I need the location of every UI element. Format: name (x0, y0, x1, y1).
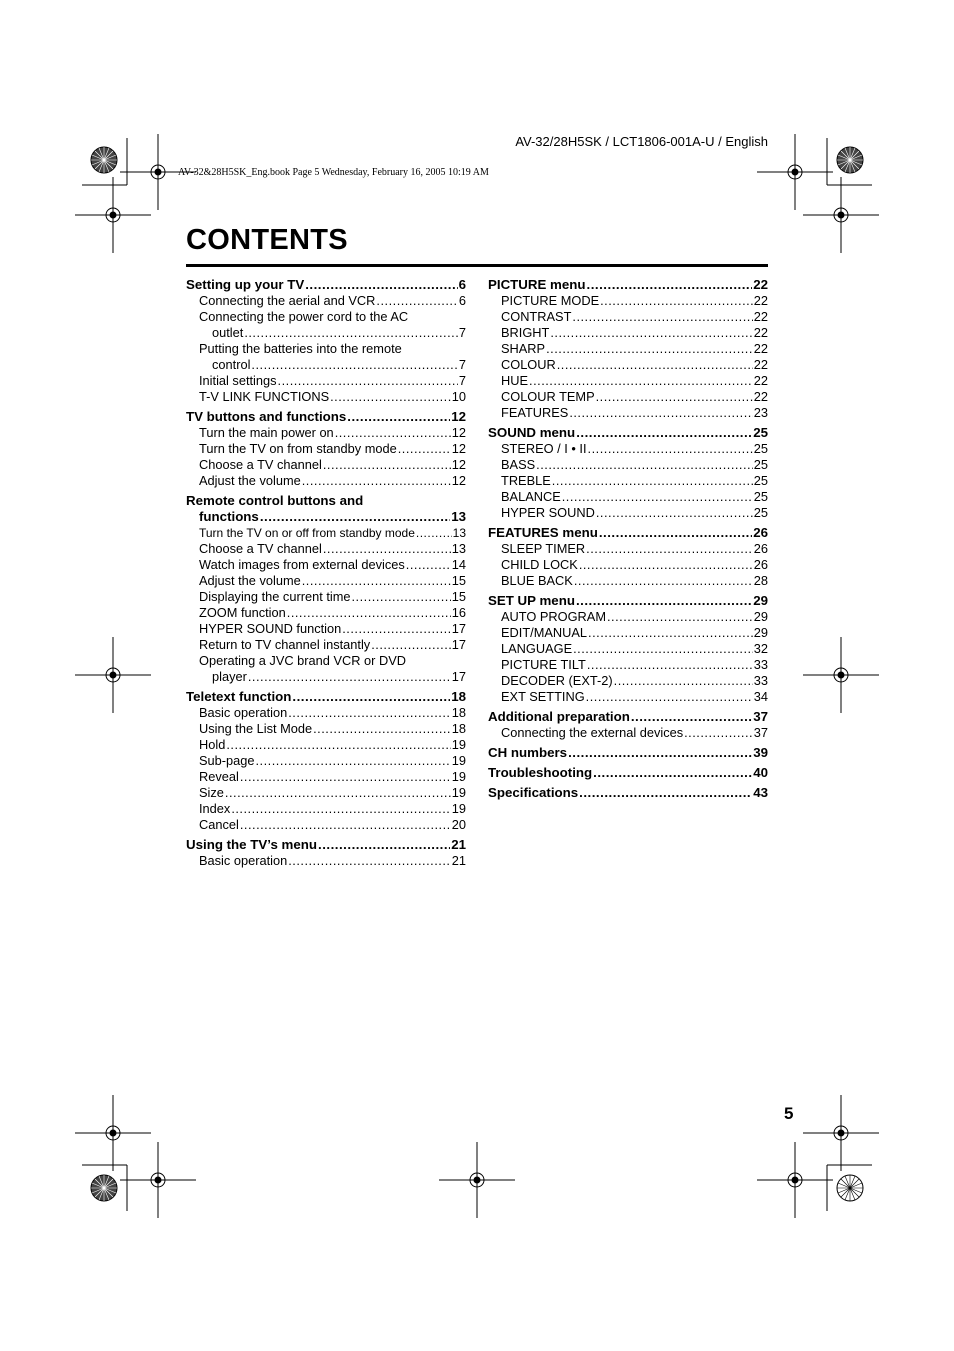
toc-entry[interactable]: HUE ..... 22 (488, 373, 768, 389)
toc-entry[interactable]: CONTRAST ..... 22 (488, 309, 768, 325)
toc-entry[interactable]: Using the List Mode ..... 18 (186, 721, 466, 737)
toc-section-picture[interactable]: PICTURE menu ..... 22 (488, 277, 768, 293)
title-rule (186, 264, 768, 267)
toc-entry[interactable]: Choose a TV channel ..... 13 (186, 541, 466, 557)
toc-entry[interactable]: EXT SETTING ..... 34 (488, 689, 768, 705)
page-number: 5 (784, 1104, 794, 1123)
toc-entry[interactable]: Basic operation ..... 18 (186, 705, 466, 721)
toc-entry[interactable]: BASS ..... 25 (488, 457, 768, 473)
toc-entry[interactable]: COLOUR ..... 22 (488, 357, 768, 373)
page-title: CONTENTS (186, 224, 348, 256)
toc-entry[interactable]: Index ..... 19 (186, 801, 466, 817)
toc-section-tv-menu[interactable]: Using the TV’s menu ..... 21 (186, 837, 466, 853)
toc-entry[interactable]: Turn the main power on ..... 12 (186, 425, 466, 441)
toc-left-column (186, 277, 466, 869)
toc-entry[interactable]: Turn the TV on or off from standby mode ..... 13 (186, 525, 466, 541)
toc-entry[interactable]: AUTO PROGRAM ..... 29 (488, 609, 768, 625)
toc-entry[interactable]: Connecting the aerial and VCR ..... 6 (186, 293, 466, 309)
toc-entry[interactable]: SLEEP TIMER ..... 26 (488, 541, 768, 557)
toc-entry[interactable]: Putting the batteries into the remote (199, 341, 402, 356)
toc-entry[interactable]: Watch images from external devices ..... 14 (186, 557, 466, 573)
toc-entry[interactable]: BALANCE ..... 25 (488, 489, 768, 505)
toc-section-setup[interactable]: Setting up your TV ..... 6 (186, 277, 466, 293)
toc-entry[interactable]: HYPER SOUND ..... 25 (488, 505, 768, 521)
toc-entry[interactable]: Initial settings ..... 7 (186, 373, 466, 389)
toc-entry[interactable]: Adjust the volume ..... 15 (186, 573, 466, 589)
toc-entry[interactable]: Turn the TV on from standby mode ..... 12 (186, 441, 466, 457)
toc-entry[interactable]: Size ..... 19 (186, 785, 466, 801)
toc-entry[interactable]: BLUE BACK ..... 28 (488, 573, 768, 589)
toc-section-additional[interactable]: Additional preparation ..... 37 (488, 709, 768, 725)
toc-section-tv-buttons[interactable]: TV buttons and functions ..... 12 (186, 409, 466, 425)
toc-entry[interactable]: DECODER (EXT-2) ..... 33 (488, 673, 768, 689)
toc-entry[interactable]: Connecting the power cord to the AC (199, 309, 409, 324)
toc-entry[interactable]: Connecting the external devices ..... 37 (488, 725, 768, 741)
toc-section-teletext[interactable]: Teletext function ..... 18 (186, 689, 466, 705)
toc-section-remote[interactable]: Remote control buttons and (186, 493, 364, 508)
toc-entry[interactable]: Adjust the volume ..... 12 (186, 473, 466, 489)
toc-entry[interactable]: Return to TV channel instantly ..... 17 (186, 637, 466, 653)
toc-entry[interactable]: STEREO / I • II ..... 25 (488, 441, 768, 457)
toc-entry[interactable]: HYPER SOUND function ..... 17 (186, 621, 466, 637)
book-info-line: AV-32&28H5SK_Eng.book Page 5 Wednesday, February 16, 2005 10:19 AM (178, 167, 489, 178)
toc-entry[interactable]: SHARP ..... 22 (488, 341, 768, 357)
toc-entry-continued[interactable]: control ..... 7 (186, 357, 466, 373)
document-model-header: AV-32/28H5SK / LCT1806-001A-U / English (515, 134, 768, 149)
toc-section-setup-menu[interactable]: SET UP menu ..... 29 (488, 593, 768, 609)
toc-section-remote-continued[interactable]: functions ..... 13 (186, 509, 466, 525)
toc-entry[interactable]: T-V LINK FUNCTIONS ..... 10 (186, 389, 466, 405)
toc-section-ch-numbers[interactable]: CH numbers ..... 39 (488, 745, 768, 761)
toc-entry[interactable]: COLOUR TEMP ..... 22 (488, 389, 768, 405)
toc-section-sound[interactable]: SOUND menu ..... 25 (488, 425, 768, 441)
toc-entry-continued[interactable]: outlet ..... 7 (186, 325, 466, 341)
toc-entry[interactable]: CHILD LOCK ..... 26 (488, 557, 768, 573)
toc-right-column (488, 277, 768, 801)
toc-entry[interactable]: FEATURES ..... 23 (488, 405, 768, 421)
toc-entry[interactable]: PICTURE TILT ..... 33 (488, 657, 768, 673)
toc-entry[interactable]: LANGUAGE ..... 32 (488, 641, 768, 657)
toc-entry[interactable]: TREBLE ..... 25 (488, 473, 768, 489)
toc-entry[interactable]: Basic operation ..... 21 (186, 853, 466, 869)
toc-entry[interactable]: Hold ..... 19 (186, 737, 466, 753)
toc-entry[interactable]: ZOOM function ..... 16 (186, 605, 466, 621)
toc-entry[interactable]: Choose a TV channel ..... 12 (186, 457, 466, 473)
toc-entry[interactable]: EDIT/MANUAL ..... 29 (488, 625, 768, 641)
toc-entry[interactable]: Sub-page ..... 19 (186, 753, 466, 769)
toc-entry[interactable]: Reveal ..... 19 (186, 769, 466, 785)
toc-entry[interactable]: PICTURE MODE ..... 22 (488, 293, 768, 309)
toc-section-features[interactable]: FEATURES menu ..... 26 (488, 525, 768, 541)
toc-section-specifications[interactable]: Specifications ..... 43 (488, 785, 768, 801)
toc-entry-continued[interactable]: player ..... 17 (186, 669, 466, 685)
toc-entry[interactable]: Operating a JVC brand VCR or DVD (199, 653, 406, 668)
toc-entry[interactable]: Cancel ..... 20 (186, 817, 466, 833)
toc-section-troubleshooting[interactable]: Troubleshooting ..... 40 (488, 765, 768, 781)
toc-entry[interactable]: Displaying the current time ..... 15 (186, 589, 466, 605)
toc-entry[interactable]: BRIGHT ..... 22 (488, 325, 768, 341)
